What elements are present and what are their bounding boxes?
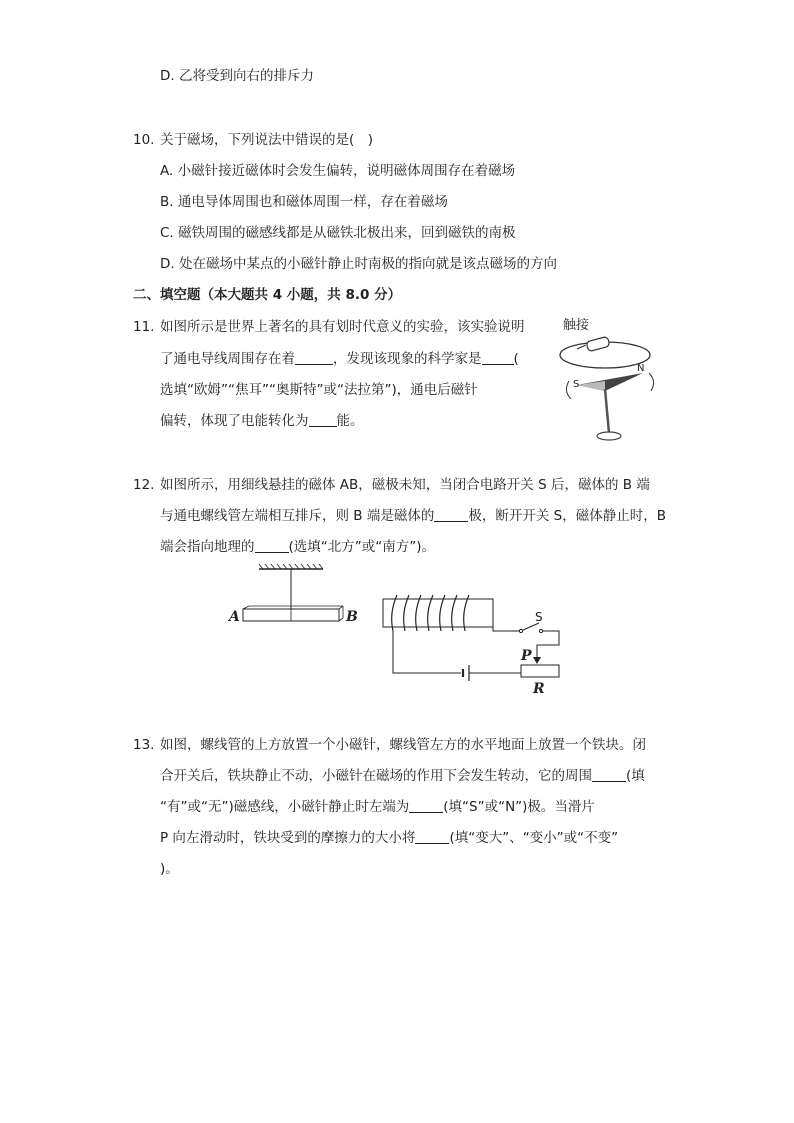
q11-line2 — [160, 350, 519, 368]
q10-option-b: B. 通电导体周围也和磁体周围一样，存在着磁场 — [160, 194, 448, 210]
q12-text: 与通电螺线管左端相互排斥，则 B 端是磁体的 — [160, 508, 435, 524]
q11-text: ，发现该现象的科学家是 — [333, 351, 482, 367]
compass-stand — [605, 389, 609, 433]
q9-option-d: D. 乙将受到向右的排斥力 — [160, 68, 314, 84]
oersted-experiment-figure — [555, 315, 665, 445]
q13-text: P 向左滑动时，铁块受到的摩擦力的大小将 — [160, 830, 416, 846]
q11-line4 — [160, 412, 364, 430]
answer-blank[interactable] — [415, 829, 449, 844]
q12-line2 — [160, 507, 666, 525]
fig-label-s: S — [535, 610, 543, 624]
q11-text: 了通电导线周围存在着 — [160, 351, 295, 367]
solenoid-core — [383, 599, 493, 627]
answer-blank[interactable] — [592, 767, 626, 782]
compass-needle-icon — [577, 373, 643, 391]
q13-line4 — [160, 829, 618, 847]
answer-blank[interactable] — [434, 507, 468, 522]
q13-line2 — [160, 767, 645, 785]
fig-label-a: A — [229, 609, 240, 625]
q13-line3 — [160, 798, 595, 816]
fig-label-contact: 触接 — [563, 318, 590, 333]
q13-number: 13. — [133, 737, 155, 753]
fig-label-p: P — [521, 648, 532, 664]
answer-blank[interactable] — [309, 412, 337, 427]
q11-text: 能。 — [336, 413, 364, 429]
q12-line1: 如图所示，用细线悬挂的磁体 AB，磁极未知，当闭合电路开关 S 后，磁体的 B 端 — [160, 477, 650, 493]
q11-line3: 选填“欧姆”“焦耳”“奥斯特”或“法拉第”)，通电后磁针 — [160, 382, 478, 398]
answer-blank[interactable] — [409, 798, 443, 813]
q11-line1: 如图所示是世界上著名的具有划时代意义的实验，该实验说明 — [160, 319, 525, 335]
answer-blank[interactable] — [255, 538, 289, 553]
q11-number: 11. — [133, 319, 155, 335]
rheostat — [521, 665, 559, 677]
q12-text: (选填“北方”或“南方”)。 — [288, 539, 436, 555]
fig-label-b: B — [346, 609, 358, 625]
q11-text: 偏转，体现了电能转化为 — [160, 413, 309, 429]
fig-label-s: S — [573, 379, 580, 390]
slider-arrow-icon — [533, 657, 541, 664]
q13-text: “有”或“无”)磁感线，小磁针静止时左端为 — [160, 799, 410, 815]
q12-text: 端会指向地理的 — [160, 539, 255, 555]
q13-line5: )。 — [160, 861, 179, 877]
section-title: 二、填空题（本大题共 4 小题，共 8.0 分） — [133, 287, 402, 303]
answer-blank[interactable] — [295, 350, 333, 365]
solenoid-circuit-figure — [225, 563, 565, 698]
q13-text: (填“变大”、“变小”或“不变” — [449, 830, 619, 846]
answer-blank[interactable] — [482, 350, 514, 365]
q11-text: ( — [513, 351, 519, 367]
battery-icon — [586, 336, 610, 351]
q13-text: (填“S”或“N”)极。当滑片 — [443, 799, 595, 815]
q10-option-c: C. 磁铁周围的磁感线都是从磁铁北极出来，回到磁铁的南极 — [160, 225, 516, 241]
q12-text: 极，断开开关 S，磁体静止时，B — [468, 508, 666, 524]
q12-line3 — [160, 538, 435, 556]
q10-stem: 关于磁场，下列说法中错误的是( ) — [160, 132, 374, 148]
q13-text: (填 — [626, 768, 645, 784]
switch-lever — [521, 623, 539, 631]
q13-text: 合开关后，铁块静止不动，小磁针在磁场的作用下会发生转动，它的周围 — [160, 768, 592, 784]
q12-number: 12. — [133, 477, 155, 493]
q10-option-a: A. 小磁针接近磁体时会发生偏转，说明磁体周围存在着磁场 — [160, 163, 516, 179]
fig-label-r: R — [533, 681, 545, 697]
q10-number: 10. — [133, 132, 155, 148]
q10-option-d: D. 处在磁场中某点的小磁针静止时南极的指向就是该点磁场的方向 — [160, 256, 557, 272]
q13-line1: 如图，螺线管的上方放置一个小磁针，螺线管左方的水平地面上放置一个铁块。闭 — [160, 737, 646, 753]
fig-label-n: N — [637, 363, 645, 374]
